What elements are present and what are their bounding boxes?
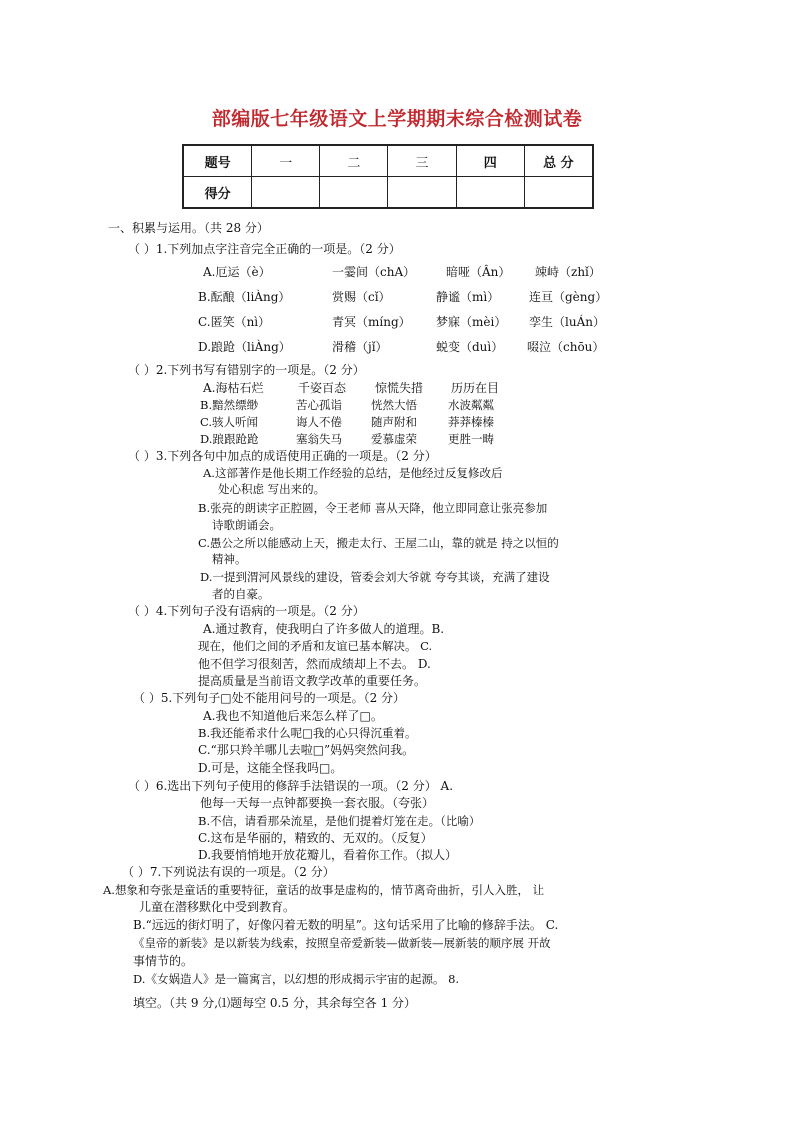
q3-option-c-cont: 精神。 — [212, 552, 247, 566]
q1-option-b: B.酝酿（liÀng） — [198, 290, 291, 304]
q1-option-a: A.厄运（è） — [203, 265, 271, 279]
q1-option-b: 静谧（mì） — [436, 290, 500, 304]
score-cell[interactable] — [456, 177, 524, 209]
q7-option-a: A.想象和夸张是童话的重要特征，童话的故事是虚构的，情节离奇曲折，引人入胜， 让 — [103, 883, 545, 897]
q1-option-d: 蜕变（duì） — [436, 340, 504, 354]
q2-option-c: 随声附和 — [371, 415, 417, 429]
q4-line: 现在，他们之间的矛盾和友谊已基本解决。 C. — [198, 639, 433, 653]
q7-option-a-cont: 儿童在潜移默化中受到教育。 — [139, 900, 296, 914]
score-cell[interactable] — [252, 177, 320, 209]
score-cell[interactable] — [320, 177, 388, 209]
q6-option-a: 他每一天每一点钟都要换一套衣服。（夸张） — [200, 796, 435, 810]
score-header-cell: 二 — [320, 145, 388, 177]
q4-line: 他不但学习很刻苦，然而成绩却上不去。 D. — [198, 657, 431, 671]
q1-option-b: 赏赐（cǐ） — [332, 290, 391, 304]
q5-option-c: C.“那只羚羊哪儿去啦□”妈妈突然问我。 — [198, 743, 415, 757]
q2-option-a: 惊慌失措 — [375, 381, 424, 395]
score-table-header-row — [183, 145, 593, 177]
q7-option-c: 《皇帝的新装》是以新装为线索，按照皇帝爱新装—做新装—展新装的顺序展 开故 — [133, 936, 551, 950]
question-4-stem: （ ）4.下列句子没有语病的一项是。（2 分） — [128, 604, 365, 618]
q3-option-c: C.愚公之所以能感动上天，搬走太行、王屋二山，靠的就是 持之以恒的 — [198, 536, 559, 550]
q3-option-b: B.张亮的朗读字正腔圆，令王老师 喜从天降，他立即同意让张亮参加 — [198, 501, 548, 515]
q4-line: 提高质量是当前语文教学改革的重要任务。 — [198, 674, 427, 688]
score-cell[interactable] — [388, 177, 456, 209]
q3-option-a: A.这部著作是他长期工作经验的总结，是他经过反复修改后 — [203, 466, 503, 480]
q2-option-b: 苦心孤诣 — [296, 398, 342, 412]
question-3-stem: （ ）3.下列各句中加点的成语使用正确的一项是。（2 分） — [128, 449, 437, 463]
q3-option-d-cont: 者的自豪。 — [212, 587, 270, 601]
q1-option-b: 连亘（gèng） — [529, 290, 608, 304]
score-header-cell: 一 — [252, 145, 320, 177]
q2-option-b: B.黯然缥缈 — [200, 398, 259, 412]
q2-option-d: 更胜一畴 — [448, 432, 494, 446]
score-table-score-row — [183, 177, 593, 209]
question-5-stem: （ ）5.下列句子□处不能用问号的一项是。（2 分） — [133, 691, 406, 705]
question-1-stem: （ ）1.下列加点字注音完全正确的一项是。（2 分） — [128, 242, 401, 256]
score-cell[interactable] — [524, 177, 593, 209]
q1-option-c: 青冥（míng） — [332, 315, 411, 329]
q2-option-d: 塞翁失马 — [296, 432, 342, 446]
page-title: 部编版七年级语文上学期期末综合检测试卷 — [211, 108, 583, 130]
q1-option-a: 竦峙（zhǐ） — [535, 265, 601, 279]
score-table — [182, 144, 594, 209]
question-6-stem: （ ）6.选出下列句子使用的修辞手法错误的一项。（2 分） A. — [128, 779, 454, 793]
question-2-stem: （ ）2.下列书写有错别字的一项是。（2 分） — [128, 363, 365, 377]
q1-option-c: C.匿笑（nì） — [198, 315, 271, 329]
q2-option-c: C.骇人听闻 — [200, 415, 259, 429]
q1-option-d: 滑稽（jǐ） — [332, 340, 388, 354]
q6-option-b: B.不信，请看那朵流星，是他们提着灯笼在走。（比喻） — [198, 814, 481, 828]
q5-option-b: B.我还能希求什么呢□我的心只得沉重着。 — [198, 726, 417, 740]
q7-option-b: B.“远远的街灯明了，好像闪着无数的明星”。这句话采用了比喻的修辞手法。 C. — [133, 918, 559, 932]
q6-option-d: D.我要悄悄地开放花瓣儿，看着你工作。（拟人） — [198, 848, 458, 862]
q7-option-d: D.《女娲造人》是一篇寓言，以幻想的形成揭示宇宙的起源。 8. — [133, 972, 460, 986]
q2-option-a: 历历在目 — [451, 381, 500, 395]
score-header-cell: 总 分 — [524, 145, 593, 177]
q2-option-b: 恍然大悟 — [371, 398, 417, 412]
q3-option-a-cont: 处心积虑 写出来的。 — [218, 482, 326, 496]
score-row-label: 得分 — [183, 177, 252, 209]
q1-option-d: D.踉跄（liÀng） — [198, 340, 291, 354]
q2-option-d: 爱慕虚荣 — [371, 432, 417, 446]
q2-option-a: A.海枯石烂 — [203, 381, 264, 395]
score-header-cell: 四 — [456, 145, 524, 177]
q4-line: A.通过教育，使我明白了许多做人的道理。B. — [203, 622, 445, 636]
section-heading: 一、积累与运用。（共 28 分） — [108, 221, 269, 235]
q2-option-a: 千姿百态 — [298, 381, 347, 395]
q3-option-b-cont: 诗歌朗诵会。 — [212, 518, 281, 532]
q5-option-d: D.可是，这能全怪我吗□。 — [198, 761, 343, 775]
question-8-stem: 填空。（共 9 分,⑴题每空 0.5 分，其余每空各 1 分） — [133, 996, 417, 1010]
q1-option-d: 啜泣（chōu） — [527, 340, 605, 354]
question-7-stem: （ ）7.下列说法有误的一项是。（2 分） — [122, 865, 335, 879]
q1-option-a: 一霎间（chA） — [332, 265, 416, 279]
q1-option-c: 梦寐（mèi） — [436, 315, 507, 329]
q2-option-d: D.踉跟跄跄 — [200, 432, 259, 446]
q1-option-a: 暗哑（Ân） — [446, 265, 511, 279]
q2-option-c: 诲人不倦 — [296, 415, 342, 429]
score-header-cell: 三 — [388, 145, 456, 177]
q1-option-c: 孪生（luÁn） — [529, 315, 605, 329]
q5-option-a: A.我也不知道他后来怎么样了□。 — [203, 709, 383, 723]
q6-option-c: C.这布是华丽的，精致的、无双的。（反复） — [198, 831, 433, 845]
q3-option-d: D.一提到渭河风景线的建设，管委会刘大爷就 夸夸其谈，充满了建设 — [200, 570, 550, 584]
q2-option-b: 水波粼粼 — [448, 398, 494, 412]
q2-option-c: 莽莽榛榛 — [448, 415, 494, 429]
q7-option-c-cont: 事情节的。 — [133, 954, 194, 968]
score-header-cell: 题号 — [183, 145, 252, 177]
